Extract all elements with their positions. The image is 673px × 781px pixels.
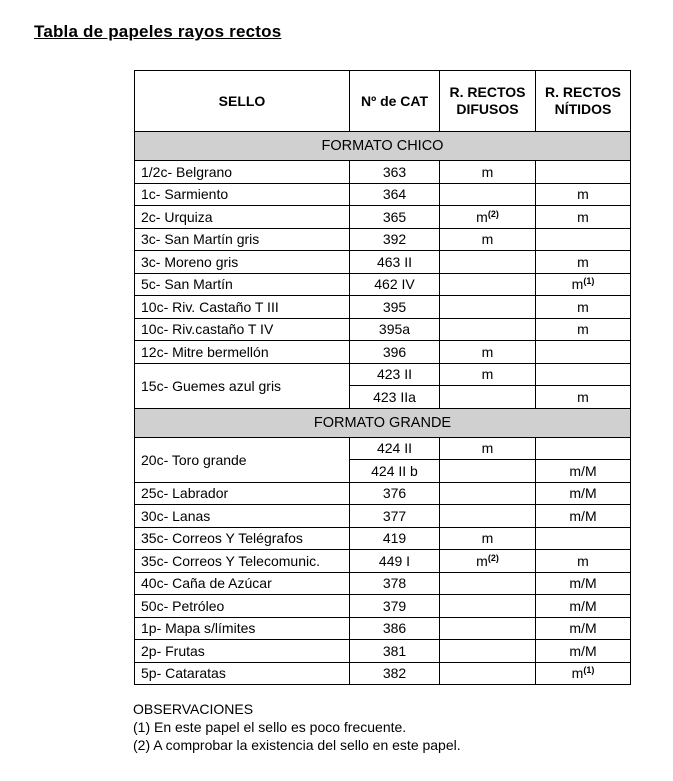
difusos-value: m	[440, 437, 536, 460]
header-cat: Nº de CAT	[350, 71, 440, 132]
cat-number: 386	[350, 617, 440, 640]
difusos-value	[440, 318, 536, 341]
stamp-name: 1/2c- Belgrano	[135, 161, 350, 184]
nitidos-value: m	[536, 550, 631, 573]
difusos-value	[440, 273, 536, 296]
cat-number: 379	[350, 595, 440, 618]
difusos-value	[440, 617, 536, 640]
table-row	[135, 318, 631, 341]
nitidos-value: $m^{(1)}$	[536, 273, 631, 296]
nitidos-value: m/M	[536, 640, 631, 663]
table-row	[135, 273, 631, 296]
difusos-value	[440, 183, 536, 206]
table-row	[135, 595, 631, 618]
footnote-ref: (1)	[583, 665, 595, 676]
table-row	[135, 341, 631, 364]
table-header-row	[135, 71, 631, 132]
nitidos-value	[536, 363, 631, 386]
cat-number: 363	[350, 161, 440, 184]
table-row	[135, 640, 631, 663]
table-row	[135, 363, 631, 386]
table-row	[135, 662, 631, 685]
difusos-value	[440, 296, 536, 319]
stamp-name: 3c- Moreno gris	[135, 251, 350, 274]
table-row	[135, 228, 631, 251]
difusos-value	[440, 460, 536, 483]
table-row	[135, 161, 631, 184]
cat-number: 377	[350, 505, 440, 528]
footnote-ref: (2)	[487, 552, 499, 563]
header-sello: SELLO	[135, 71, 350, 132]
stamp-name: 15c- Guemes azul gris	[135, 363, 350, 408]
page-title: Tabla de papeles rayos rectos	[34, 22, 282, 41]
nitidos-value: m/M	[536, 505, 631, 528]
difusos-value	[440, 251, 536, 274]
stamps-table	[134, 70, 631, 685]
stamp-name: 1p- Mapa s/límites	[135, 617, 350, 640]
table-row	[135, 505, 631, 528]
difusos-value: $m^{(2)}$	[440, 550, 536, 573]
header-nitidos: R. RECTOS NÍTIDOS	[536, 71, 631, 132]
cat-number: 419	[350, 527, 440, 550]
section-label: FORMATO CHICO	[135, 132, 631, 161]
nitidos-value: m/M	[536, 460, 631, 483]
cat-number: 423 IIa	[350, 386, 440, 409]
stamp-name: 20c- Toro grande	[135, 437, 350, 482]
cat-number: 395a	[350, 318, 440, 341]
nitidos-value: m/M	[536, 617, 631, 640]
cat-number: 424 II	[350, 437, 440, 460]
table-row	[135, 550, 631, 573]
stamp-name: 10c- Riv.castaño T IV	[135, 318, 350, 341]
cat-number: 378	[350, 572, 440, 595]
observaciones-heading: OBSERVACIONES	[133, 701, 254, 717]
nitidos-value: m/M	[536, 595, 631, 618]
stamp-name: 2p- Frutas	[135, 640, 350, 663]
difusos-value	[440, 595, 536, 618]
stamp-name: 12c- Mitre bermellón	[135, 341, 350, 364]
nitidos-value: m	[536, 386, 631, 409]
stamp-name: 40c- Caña de Azúcar	[135, 572, 350, 595]
table-row	[135, 527, 631, 550]
stamp-name: 2c- Urquiza	[135, 206, 350, 229]
footnote-ref: (1)	[583, 276, 595, 287]
nitidos-value: m	[536, 251, 631, 274]
cat-number: 395	[350, 296, 440, 319]
nitidos-value: $m^{(1)}$	[536, 662, 631, 685]
cat-number: 392	[350, 228, 440, 251]
section-grande	[135, 408, 631, 437]
nitidos-value: m	[536, 183, 631, 206]
difusos-value: m	[440, 228, 536, 251]
stamp-name: 5c- San Martín	[135, 273, 350, 296]
section-label: FORMATO GRANDE	[135, 408, 631, 437]
stamp-name: 25c- Labrador	[135, 482, 350, 505]
cat-number: 365	[350, 206, 440, 229]
stamp-name: 10c- Riv. Castaño T III	[135, 296, 350, 319]
difusos-value: m	[440, 341, 536, 364]
cat-number: 449 I	[350, 550, 440, 573]
nitidos-value	[536, 437, 631, 460]
table-row	[135, 482, 631, 505]
difusos-value	[440, 640, 536, 663]
nitidos-value	[536, 161, 631, 184]
cat-number: 424 II b	[350, 460, 440, 483]
stamp-name: 30c- Lanas	[135, 505, 350, 528]
footnote-ref: (2)	[487, 208, 499, 219]
header-difusos: R. RECTOS DIFUSOS	[440, 71, 536, 132]
cat-number: 381	[350, 640, 440, 663]
table-row	[135, 572, 631, 595]
difusos-value	[440, 572, 536, 595]
nitidos-value: m/M	[536, 572, 631, 595]
cat-number: 396	[350, 341, 440, 364]
section-chico	[135, 132, 631, 161]
note-2: (2) A comprobar la existencia del sello en este papel.	[133, 737, 461, 753]
observaciones	[133, 700, 461, 754]
nitidos-value	[536, 527, 631, 550]
nitidos-value	[536, 228, 631, 251]
stamp-name: 50c- Petróleo	[135, 595, 350, 618]
stamp-name: 35c- Correos Y Telégrafos	[135, 527, 350, 550]
nitidos-value	[536, 341, 631, 364]
stamp-name: 5p- Cataratas	[135, 662, 350, 685]
stamp-name: 35c- Correos Y Telecomunic.	[135, 550, 350, 573]
difusos-value	[440, 482, 536, 505]
difusos-value: m	[440, 527, 536, 550]
cat-number: 376	[350, 482, 440, 505]
cat-number: 423 II	[350, 363, 440, 386]
difusos-value	[440, 386, 536, 409]
stamp-name: 3c- San Martín gris	[135, 228, 350, 251]
cat-number: 462 IV	[350, 273, 440, 296]
table-row	[135, 206, 631, 229]
cat-number: 364	[350, 183, 440, 206]
table-row	[135, 251, 631, 274]
table-row	[135, 437, 631, 460]
difusos-value	[440, 505, 536, 528]
nitidos-value: m	[536, 318, 631, 341]
stamp-name: 1c- Sarmiento	[135, 183, 350, 206]
difusos-value	[440, 662, 536, 685]
table-row	[135, 617, 631, 640]
nitidos-value: m	[536, 296, 631, 319]
nitidos-value: m/M	[536, 482, 631, 505]
table-row	[135, 296, 631, 319]
cat-number: 463 II	[350, 251, 440, 274]
difusos-value: m	[440, 161, 536, 184]
table-row	[135, 183, 631, 206]
note-1: (1) En este papel el sello es poco frecuente.	[133, 719, 407, 735]
difusos-value: m	[440, 363, 536, 386]
difusos-value: $m^{(2)}$	[440, 206, 536, 229]
cat-number: 382	[350, 662, 440, 685]
nitidos-value: m	[536, 206, 631, 229]
